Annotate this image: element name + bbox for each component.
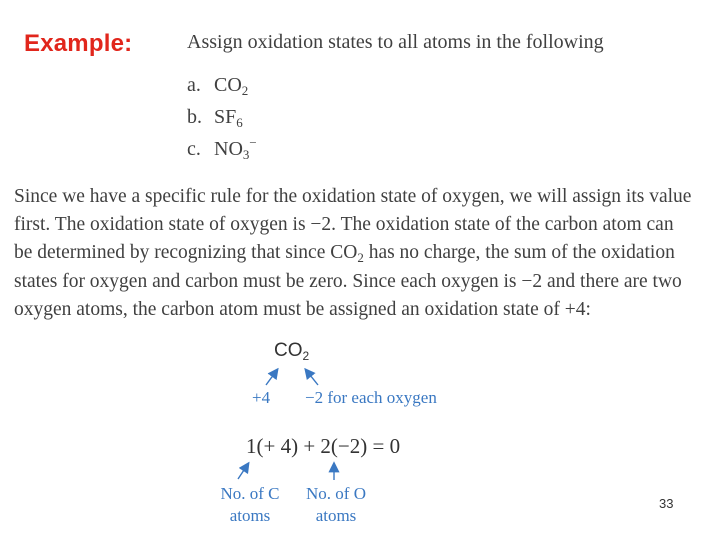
arrow-to-oxygen [306,370,318,385]
formula-subscript: 2 [302,349,310,363]
carbon-atom-count-note [216,483,284,527]
explanation-line: oxygen atoms, the carbon atom must be assigned an oxidation state of +4: [14,298,591,320]
explanation-text: be determined by recognizing that since CO [14,242,358,264]
oxygen-oxidation-state: −2 for each oxygen [305,388,437,407]
choice-letter: c. [187,138,201,160]
note-line: No. of C [220,484,280,503]
note-line: atoms [315,506,357,525]
choice-list [187,74,257,170]
carbon-oxidation-state: +4 [252,388,271,407]
co2-formula [274,340,309,362]
explanation-text: has no charge, the sum of the oxidation [363,242,675,264]
problem-prompt: Assign oxidation states to all atoms in the following [187,31,604,53]
choice-a [187,74,257,106]
choice-letter: a. [187,74,201,96]
explanation-line: Since we have a specific rule for the oxidation state of oxygen, we will assign its value [14,186,692,207]
oxygen-atom-count-note [300,483,372,527]
explanation-line: first. The oxidation state of oxygen is −2. The oxidation state of the carbon atom can [14,214,674,236]
choice-subscript: 3 [242,147,250,162]
explanation-paragraph [14,183,696,324]
choice-subscript: 2 [241,83,249,98]
choice-superscript: − [249,135,257,150]
explanation-line [14,239,696,267]
explanation-line: states for oxygen and carbon must be zero. Since each oxygen is −2 and there are two [14,270,682,292]
oxidation-sum-equation: 1(+ 4) + 2(−2) = 0 [246,434,401,458]
note-line: No. of O [306,484,366,503]
formula-base: CO [274,340,303,361]
note-line: atoms [229,506,271,525]
choice-formula: SF [214,106,237,128]
explanation-subscript: 2 [357,250,364,266]
slide-title: Example: [24,30,133,57]
page-number: 33 [659,496,674,511]
arrow-to-carbon [266,370,277,385]
choice-formula: NO [214,138,243,160]
choice-letter: b. [187,106,202,128]
arrow-carbon-count [238,464,248,479]
choice-c [187,135,257,170]
choice-subscript: 6 [236,115,243,130]
choice-formula: CO [214,74,242,96]
choice-b [187,106,257,138]
